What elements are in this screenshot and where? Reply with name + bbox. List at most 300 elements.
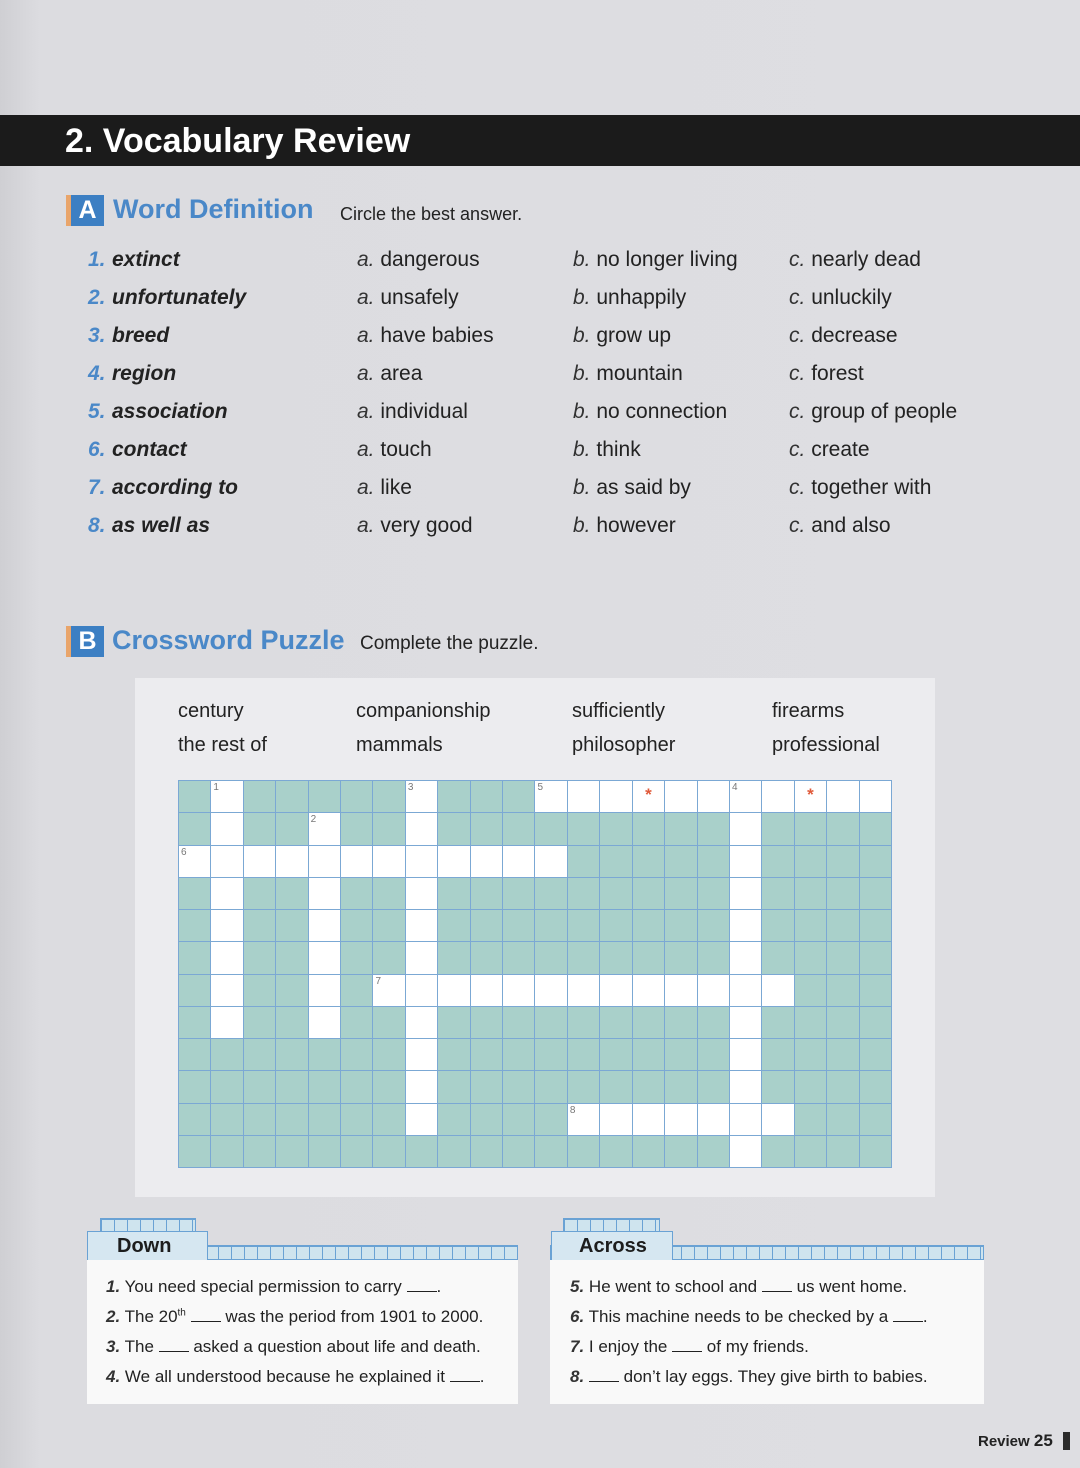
crossword-filler-cell [568,1039,599,1070]
crossword-answer-cell [406,975,437,1006]
crossword-filler-cell [179,1007,210,1038]
crossword-filler-cell [244,781,275,812]
crossword-answer-cell [730,1071,761,1102]
option-b-label: b. [573,286,591,309]
clue-number: 4. [106,1367,121,1386]
option-b [573,359,683,389]
clue-text-end: . [922,1307,928,1326]
crossword-answer-cell [406,846,437,877]
crossword-filler-cell [827,846,858,877]
crossword-filler-cell [438,1007,469,1038]
page-number: 25 [1033,1431,1053,1450]
crossword-filler-cell [762,1007,793,1038]
crossword-answer-cell [633,1104,664,1135]
crossword-filler-cell [600,813,631,844]
crossword-answer-cell [568,1104,599,1135]
clue-text-end: of my friends. [702,1337,809,1356]
crossword-filler-cell [827,1039,858,1070]
crossword-filler-cell [406,1136,437,1167]
crossword-answer-cell [406,878,437,909]
option-a-text: have babies [380,324,494,347]
across-heading: Across [551,1231,673,1260]
crossword-filler-cell [276,1136,307,1167]
footer-label: Review [978,1433,1030,1450]
crossword-filler-cell [535,878,566,909]
clue-text-end: don’t lay eggs. They give birth to babies. [618,1367,928,1386]
crossword-filler-cell [373,781,404,812]
crossword-filler-cell [244,1071,275,1102]
crossword-filler-cell [503,813,534,844]
crossword-filler-cell [568,1007,599,1038]
option-a-label: a. [357,248,375,271]
crossword-filler-cell [276,1104,307,1135]
word-bank-item: firearms [772,700,845,722]
crossword-filler-cell [698,1007,729,1038]
crossword-filler-cell [535,1071,566,1102]
item-number: 8. [88,514,106,537]
crossword-filler-cell [535,1104,566,1135]
crossword-filler-cell [341,975,372,1006]
option-b-label: b. [573,438,591,461]
crossword-filler-cell [179,1136,210,1167]
crossword-filler-cell [471,813,502,844]
crossword-filler-cell [276,942,307,973]
crossword-answer-cell [633,975,664,1006]
target-word: according to [112,476,239,499]
crossword-answer-cell [309,1007,340,1038]
crossword-filler-cell [535,1136,566,1167]
crossword-filler-cell [827,1136,858,1167]
crossword-clue-number: 1 [213,782,219,793]
option-b [573,511,676,541]
crossword-filler-cell [762,910,793,941]
crossword-answer-cell [471,846,502,877]
crossword-filler-cell [341,1071,372,1102]
crossword-clue-number: 5 [537,782,544,793]
crossword-filler-cell [309,1039,340,1070]
crossword-filler-cell [438,878,469,909]
crossword-filler-cell [795,1104,826,1135]
crossword-filler-cell [762,1071,793,1102]
crossword-answer-cell [244,846,275,877]
crossword-filler-cell [827,942,858,973]
crossword-filler-cell [860,846,891,877]
target-word: contact [112,438,187,461]
crossword-filler-cell [665,846,696,877]
clue-number: 5. [570,1277,585,1296]
crossword-filler-cell [795,942,826,973]
option-a-label: a. [357,514,375,537]
crossword-filler-cell [860,1039,891,1070]
option-c-label: c. [789,514,806,537]
definition-item [88,283,988,321]
crossword-filler-cell [698,1071,729,1102]
crossword-filler-cell [600,1007,631,1038]
option-a-label: a. [357,438,375,461]
crossword-answer-cell [373,846,404,877]
crossword-filler-cell [698,942,729,973]
crossword-filler-cell [471,1136,502,1167]
crossword-filler-cell [373,1039,404,1070]
option-c-label: c. [789,324,806,347]
crossword-filler-cell [698,878,729,909]
crossword-answer-cell [730,942,761,973]
option-c [789,435,870,465]
crossword-filler-cell [211,1104,242,1135]
option-b [573,321,671,351]
option-c-label: c. [789,248,806,271]
crossword-filler-cell [179,1071,210,1102]
crossword-filler-cell [179,910,210,941]
crossword-filler-cell [438,942,469,973]
option-c [789,397,957,427]
crossword-filler-cell [373,1071,404,1102]
crossword-filler-cell [471,1071,502,1102]
crossword-filler-cell [665,1039,696,1070]
crossword-answer-cell [535,846,566,877]
crossword-answer-cell [730,878,761,909]
option-c-label: c. [789,476,806,499]
crossword-filler-cell [503,781,534,812]
option-c-text: together with [811,476,932,499]
crossword-filler-cell [211,1136,242,1167]
option-b-label: b. [573,514,591,537]
crossword-answer-cell [665,975,696,1006]
crossword-filler-cell [341,813,372,844]
crossword-clue-number: 2 [310,814,317,826]
crossword-answer-cell [535,781,566,812]
crossword-filler-cell [827,1007,858,1038]
ordinal-suffix: th [177,1307,186,1319]
crossword-answer-cell [698,1104,729,1135]
crossword-filler-cell [665,1136,696,1167]
crossword-filler-cell [244,1039,275,1070]
word-bank-item: companionship [356,700,491,722]
clue-item [570,1362,976,1392]
option-a-text: very good [380,514,473,537]
tab-top [100,1218,196,1232]
crossword-filler-cell [535,942,566,973]
crossword-filler-cell [244,910,275,941]
crossword-filler-cell [633,1071,664,1102]
crossword-filler-cell [827,975,858,1006]
crossword-filler-cell [633,1136,664,1167]
crossword-filler-cell [503,1104,534,1135]
crossword-filler-cell [341,1007,372,1038]
crossword-filler-cell [373,1136,404,1167]
crossword-answer-cell [211,910,242,941]
option-a-text: touch [380,438,432,461]
crossword-filler-cell [341,1104,372,1135]
crossword-filler-cell [503,1071,534,1102]
crossword-answer-cell [341,846,372,877]
crossword-answer-cell [600,781,631,812]
option-c [789,245,921,275]
option-b-label: b. [573,400,591,423]
down-clues-box [87,1218,518,1404]
crossword-filler-cell [211,1039,242,1070]
page-footer [978,1430,1053,1453]
crossword-answer-cell [211,846,242,877]
clue-number: 3. [106,1337,121,1356]
crossword-answer-cell [373,975,404,1006]
crossword-answer-cell [600,1104,631,1135]
crossword-filler-cell [471,878,502,909]
section-b-badge: B [66,626,104,657]
clue-text: We all understood because he explained it [120,1367,450,1386]
crossword-answer-cell [309,813,340,844]
crossword-filler-cell [568,1071,599,1102]
option-c [789,473,931,503]
crossword-answer-cell [762,1104,793,1135]
option-a-label: a. [357,286,375,309]
crossword-answer-cell [406,1104,437,1135]
crossword-filler-cell [503,878,534,909]
crossword-answer-cell [309,910,340,941]
option-c-text: create [811,438,870,461]
crossword-filler-cell [276,781,307,812]
crossword-filler-cell [860,1007,891,1038]
word-bank-item: sufficiently [572,700,666,722]
crossword-answer-cell [211,781,242,812]
crossword-filler-cell [244,942,275,973]
crossword-filler-cell [179,878,210,909]
crossword-filler-cell [341,942,372,973]
definition-item [88,359,988,397]
crossword-answer-cell [438,846,469,877]
crossword-answer-cell [503,846,534,877]
crossword-filler-cell [309,1136,340,1167]
space-marker: * [807,785,814,804]
clue-item [106,1362,510,1392]
crossword-filler-cell [471,1039,502,1070]
crossword-filler-cell [438,781,469,812]
crossword-filler-cell [535,1007,566,1038]
crossword-answer-cell [730,1136,761,1167]
clue-text-end: us went home. [791,1277,908,1296]
crossword-filler-cell [471,910,502,941]
crossword-answer-cell [633,781,664,812]
clue-number: 2. [106,1307,121,1326]
answer-blank [762,1278,792,1292]
item-number: 4. [88,362,106,385]
crossword-filler-cell [600,846,631,877]
clue-item [570,1272,976,1302]
word-bank-item: professional [772,734,880,756]
clue-text: This machine needs to be checked by a [584,1307,893,1326]
item-number: 5. [88,400,106,423]
crossword-filler-cell [860,1071,891,1102]
crossword-filler-cell [698,1039,729,1070]
crossword-filler-cell [795,1039,826,1070]
clue-item [570,1332,976,1362]
option-c [789,511,891,541]
option-a [357,511,473,541]
crossword-filler-cell [762,878,793,909]
section-a-title: Word Definition [113,194,314,224]
crossword-answer-cell [211,975,242,1006]
crossword-filler-cell [633,910,664,941]
crossword-answer-cell [698,781,729,812]
crossword-clue-number: 4 [731,782,738,793]
crossword-filler-cell [341,1039,372,1070]
crossword-filler-cell [438,1039,469,1070]
crossword-filler-cell [244,1007,275,1038]
clue-text: He went to school and [584,1277,762,1296]
crossword-answer-cell [730,1104,761,1135]
definition-item [88,473,988,511]
crossword-filler-cell [179,975,210,1006]
crossword-filler-cell [633,846,664,877]
crossword-filler-cell [600,878,631,909]
option-b-label: b. [573,324,591,347]
crossword-filler-cell [568,813,599,844]
crossword-filler-cell [276,1007,307,1038]
clue-text: I enjoy the [584,1337,673,1356]
crossword-filler-cell [341,1136,372,1167]
crossword-filler-cell [568,910,599,941]
option-c-label: c. [789,400,806,423]
crossword-filler-cell [179,1104,210,1135]
option-b-label: b. [573,248,591,271]
crossword-filler-cell [665,1071,696,1102]
crossword-answer-cell [406,942,437,973]
crossword-clue-number: 6 [181,846,187,858]
item-number: 2. [88,286,106,309]
clue-item [106,1302,510,1332]
option-a-text: unsafely [380,286,459,309]
option-b [573,435,641,465]
option-a [357,321,494,351]
crossword-answer-cell [309,878,340,909]
option-b [573,245,738,275]
target-word: breed [112,324,170,347]
option-c-text: and also [811,514,891,537]
crossword-answer-cell [309,975,340,1006]
option-c-text: unluckily [811,286,892,309]
crossword-filler-cell [633,1007,664,1038]
crossword-filler-cell [179,813,210,844]
clue-text-end: . [436,1277,442,1296]
option-b-text: unhappily [596,286,687,309]
word-bank-item: philosopher [572,734,676,756]
target-word: region [112,362,177,385]
crossword-filler-cell [276,975,307,1006]
crossword-answer-cell [211,813,242,844]
crossword-answer-cell [211,942,242,973]
crossword-filler-cell [309,1071,340,1102]
crossword-filler-cell [535,1039,566,1070]
answer-blank [450,1368,480,1382]
crossword-filler-cell [698,813,729,844]
crossword-filler-cell [341,878,372,909]
section-a-badge: A [66,195,104,226]
crossword-filler-cell [438,813,469,844]
crossword-filler-cell [795,878,826,909]
crossword-filler-cell [438,1071,469,1102]
crossword-answer-cell [665,1104,696,1135]
crossword-clue-number: 7 [375,975,382,987]
crossword-answer-cell [730,910,761,941]
crossword-filler-cell [373,1104,404,1135]
crossword-filler-cell [665,1007,696,1038]
crossword-filler-cell [535,813,566,844]
crossword-filler-cell [795,813,826,844]
crossword-filler-cell [665,942,696,973]
crossword-filler-cell [762,1136,793,1167]
option-b-text: however [596,514,676,537]
crossword-answer-cell [665,781,696,812]
option-a [357,359,422,389]
crossword-filler-cell [438,910,469,941]
crossword-filler-cell [600,910,631,941]
crossword-filler-cell [309,781,340,812]
crossword-answer-cell [762,781,793,812]
definition-item [88,245,988,283]
page-title: 2. Vocabulary Review [65,122,411,160]
footer-marker [1063,1432,1070,1450]
space-marker: * [645,785,652,804]
crossword-filler-cell [827,1104,858,1135]
answer-blank [191,1308,221,1322]
crossword-filler-cell [503,910,534,941]
crossword-filler-cell [860,813,891,844]
crossword-clue-number: 3 [407,782,414,793]
option-a [357,435,432,465]
crossword-filler-cell [600,1136,631,1167]
crossword-answer-cell [827,781,858,812]
crossword-filler-cell [341,910,372,941]
answer-blank [893,1308,923,1322]
crossword-filler-cell [373,1007,404,1038]
target-word: as well as [112,514,211,537]
option-a [357,473,412,503]
option-c [789,359,864,389]
crossword-filler-cell [633,813,664,844]
crossword-answer-cell [276,846,307,877]
crossword-answer-cell [730,1007,761,1038]
option-c-label: c. [789,362,806,385]
crossword-filler-cell [827,910,858,941]
option-a [357,283,459,313]
crossword-filler-cell [211,1071,242,1102]
word-definition-list [88,245,988,549]
crossword-filler-cell [276,1039,307,1070]
clue-text-end: asked a question about life and death. [188,1337,481,1356]
crossword-filler-cell [373,910,404,941]
crossword-answer-cell [730,781,761,812]
clue-text: The [120,1337,159,1356]
target-word: extinct [112,248,180,271]
crossword-filler-cell [276,878,307,909]
crossword-filler-cell [860,942,891,973]
option-b [573,473,691,503]
crossword-answer-cell [568,781,599,812]
crossword-answer-cell [730,975,761,1006]
crossword-filler-cell [503,1136,534,1167]
crossword-filler-cell [438,1136,469,1167]
crossword-answer-cell [535,975,566,1006]
option-c-text: decrease [811,324,898,347]
crossword-filler-cell [860,878,891,909]
option-b-text: no connection [596,400,728,423]
option-a-text: dangerous [380,248,480,271]
definition-item [88,511,988,549]
crossword-filler-cell [568,1136,599,1167]
option-c-label: c. [789,286,806,309]
crossword-filler-cell [795,1136,826,1167]
option-a-label: a. [357,400,375,423]
